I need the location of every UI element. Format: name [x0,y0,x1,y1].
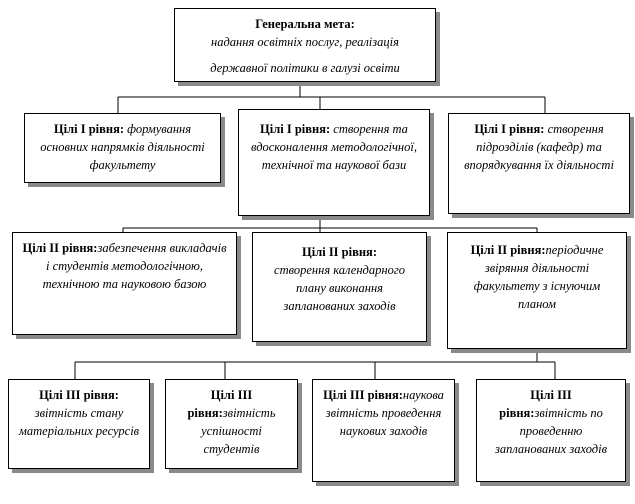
level1-goal-text: створення та вдосконалення методологічної, технічної та наукової бази [251,122,417,173]
level3-goal-box [476,379,626,482]
level2-goal-box [252,232,427,342]
level3-goal-heading: Цілі ІІІ рівня: [187,388,253,421]
level3-goal-text: звітність стану матеріальних ресурсів [18,406,140,439]
level1-goal-box [24,113,221,183]
level3-goal-box [165,379,298,469]
level3-goal-box [8,379,150,469]
level2-goal-text: періодичне звіряння діяльності факультету з існуючим планом [473,243,604,312]
root-goal-title: Генеральна мета: [255,17,355,31]
level3-goal-heading: Цілі ІІІ рівня: [499,388,572,421]
level2-goal-box [12,232,237,335]
level1-goal-box [448,113,630,214]
level2-goal-box [447,232,627,349]
level3-goal-text: звітність по проведенню запланованих заходів [494,406,608,457]
level2-goal-heading: Цілі ІІ рівня: [22,241,98,255]
level2-goal-text: створення календарного плану виконання запланованих заходів [274,263,405,314]
level2-goal-text: забезпечення викладачів і студентів методологічною, технічною та науковою базою [42,241,227,292]
level2-goal-heading: Цілі ІІ рівня: [302,245,377,259]
root-goal-line-1: надання освітніх послуг, реалізація [211,35,399,50]
level1-goal-text: створення підрозділів (кафедр) та впорядкування їх діяльності [464,122,614,173]
root-goal-box [174,8,436,82]
level1-goal-heading: Цілі І рівня: [474,122,545,136]
level3-goal-text: звітність успішності студентів [201,406,276,457]
level3-goal-text: наукова звітність проведення наукових заходів [325,388,444,439]
root-goal-line-2: державної політики в галузі освіти [210,61,400,76]
level1-goal-text: формування основних напрямків діяльності факультету [40,122,205,173]
level2-goal-heading: Цілі ІІ рівня: [470,243,546,257]
level1-goal-heading: Цілі І рівня: [260,122,331,136]
level3-goal-box [312,379,455,482]
level3-goal-heading: Цілі ІІІ рівня: [323,388,403,402]
level1-goal-box [238,109,430,216]
level1-goal-heading: Цілі І рівня: [53,122,125,136]
level3-goal-heading: Цілі ІІІ рівня: [39,388,119,402]
